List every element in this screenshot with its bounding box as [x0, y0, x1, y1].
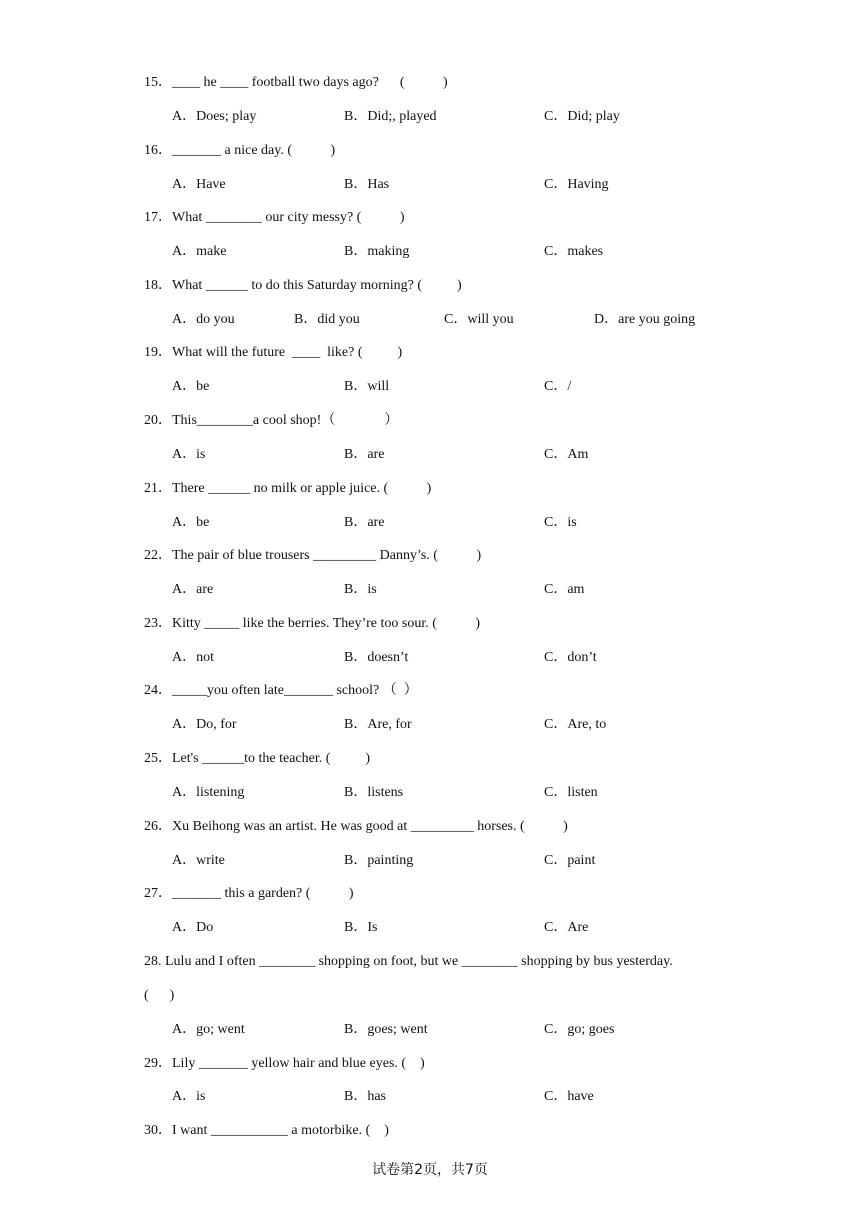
- question-24: 24．_____you often late_______ school? （ ）: [144, 683, 418, 698]
- option-a: A．Have: [172, 177, 226, 192]
- option-b: B．Is: [344, 920, 378, 935]
- option-c: C．go; goes: [544, 1022, 615, 1037]
- option-b: B．Has: [344, 177, 390, 192]
- option-c: C．Are, to: [544, 717, 607, 732]
- option-a: A．is: [172, 1089, 206, 1104]
- option-c: C．am: [544, 582, 585, 597]
- option-c: C．have: [544, 1089, 594, 1104]
- option-c: C．makes: [544, 244, 604, 259]
- question-16: 16．_______ a nice day. ( ): [144, 143, 336, 158]
- question-25: 25．Let's ______to the teacher. ( ): [144, 751, 371, 766]
- option-a: A．be: [172, 515, 210, 530]
- option-a: A．not: [172, 650, 214, 665]
- option-b: B．making: [344, 244, 410, 259]
- option-b: B．is: [344, 582, 377, 597]
- question-30: 30．I want ___________ a motorbike. ( ): [144, 1123, 389, 1138]
- option-a: A．Does; play: [172, 109, 257, 124]
- option-c: C．Having: [544, 177, 609, 192]
- question-23: 23．Kitty _____ like the berries. They’re too sour. ( ): [144, 616, 481, 631]
- option-b: B．painting: [344, 853, 414, 868]
- question-27: 27．_______ this a garden? ( ): [144, 886, 354, 901]
- question-18: 18．What ______ to do this Saturday morning? ( ): [144, 278, 462, 293]
- option-b: B．did you: [294, 312, 360, 327]
- question-15: 15．____ he ____ football two days ago? ( ): [144, 75, 448, 90]
- option-b: B．goes; went: [344, 1022, 428, 1037]
- option-b: B．Are, for: [344, 717, 412, 732]
- option-c: C．Did; play: [544, 109, 620, 124]
- option-c: C．/: [544, 379, 572, 394]
- option-b: B．has: [344, 1089, 386, 1104]
- option-b: B．will: [344, 379, 390, 394]
- option-b: B．are: [344, 515, 385, 530]
- option-d: D．are you going: [594, 312, 696, 327]
- option-b: B．doesn’t: [344, 650, 409, 665]
- question-26: 26．Xu Beihong was an artist. He was good at _________ horses. ( ): [144, 819, 568, 834]
- question-28: 28. Lulu and I often ________ shopping on foot, but we ________ shopping by bus yesterday.: [144, 954, 673, 969]
- option-a: A．do you: [172, 312, 235, 327]
- option-c: C．will you: [444, 312, 514, 327]
- question-29: 29．Lily _______ yellow hair and blue eyes. ( ): [144, 1056, 425, 1071]
- question-20: 20．This________a cool shop!（ ）: [144, 413, 399, 428]
- option-c: C．don’t: [544, 650, 597, 665]
- question-17: 17．What ________ our city messy? ( ): [144, 210, 405, 225]
- option-b: B．listens: [344, 785, 404, 800]
- option-a: A．write: [172, 853, 225, 868]
- option-a: A．go; went: [172, 1022, 245, 1037]
- option-c: C．paint: [544, 853, 596, 868]
- option-b: B．Did;, played: [344, 109, 437, 124]
- option-c: C．listen: [544, 785, 598, 800]
- option-a: A．make: [172, 244, 227, 259]
- option-a: A．be: [172, 379, 210, 394]
- question-19: 19．What will the future ____ like? ( ): [144, 345, 403, 360]
- option-c: C．is: [544, 515, 577, 530]
- question-21: 21．There ______ no milk or apple juice. ( ): [144, 481, 432, 496]
- option-a: A．listening: [172, 785, 245, 800]
- answer-bracket: ( ): [144, 988, 175, 1003]
- option-a: A．is: [172, 447, 206, 462]
- option-c: C．Are: [544, 920, 589, 935]
- option-b: B．are: [344, 447, 385, 462]
- option-a: A．are: [172, 582, 214, 597]
- option-c: C．Am: [544, 447, 589, 462]
- option-a: A．Do, for: [172, 717, 237, 732]
- page-footer: 试卷第2页，共7页: [372, 1162, 488, 1178]
- question-22: 22．The pair of blue trousers _________ Danny’s. ( ): [144, 548, 482, 563]
- option-a: A．Do: [172, 920, 214, 935]
